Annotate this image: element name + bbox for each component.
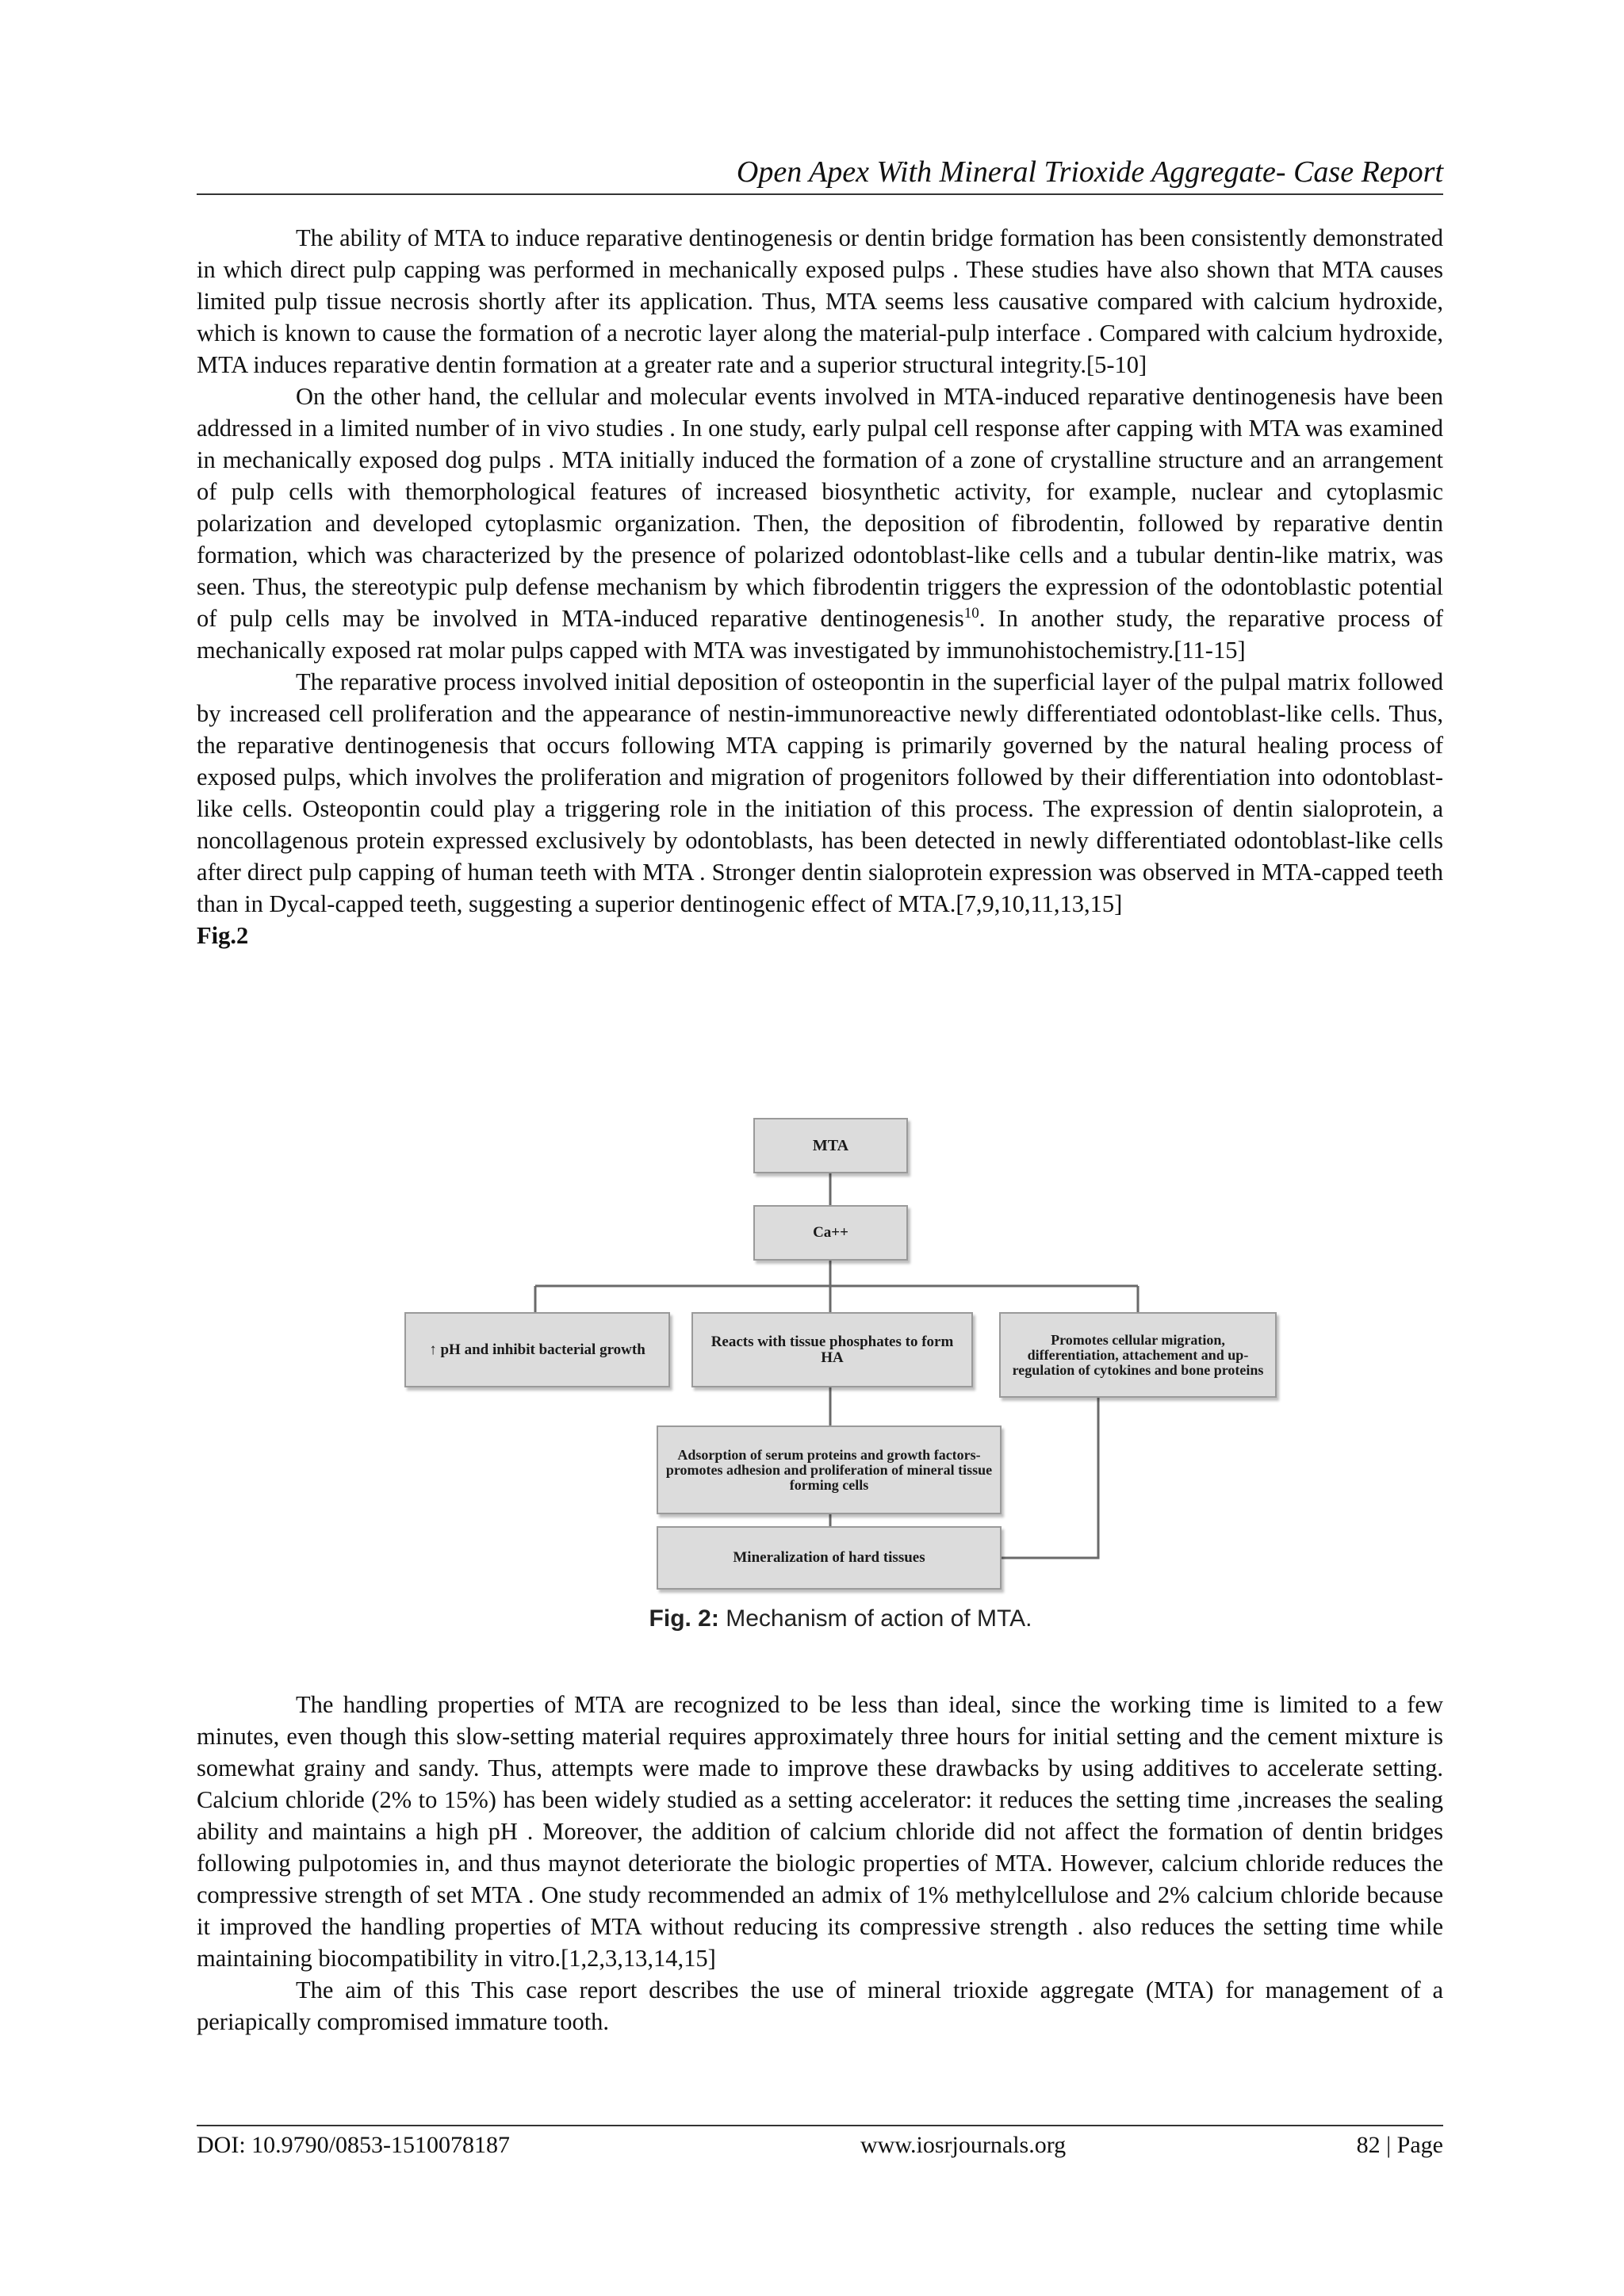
paragraph-3: The reparative process involved initial deposition of osteopontin in the superficial layer of the pulpal matrix followed by increased cell proliferation and the appearance of nestin-immunoreactive newly differentiated odontoblast-like cells. Thus, the reparative dentinogenesis that occurs following MTA capping is primarily governed by the natural healing process of exposed pulps, which involves the proliferation and migration of progenitors followed by their differentiation into odontoblast-like cells. Osteopontin could play a triggering role in the initiation of this process. The expression of dentin sialoprotein, a noncollagenous protein expressed exclusively by odontoblasts, has been detected in newly differentiated odontoblast-like cells after direct pulp capping of human teeth with MTA . Stronger dentin sialoprotein expression was observed in MTA-capped teeth than in Dycal-capped teeth, suggesting a superior dentinogenic effect of MTA.[7,9,10,11,13,15]: [197, 668, 1443, 917]
body-text-upper: [197, 222, 1443, 951]
box-mta: MTA: [753, 1118, 908, 1173]
footer-website: www.iosrjournals.org: [860, 2132, 1067, 2158]
figure-caption: [396, 1605, 1285, 1632]
running-title: Open Apex With Mineral Trioxide Aggregate- Case Report: [736, 155, 1443, 189]
caption-text: Mechanism of action of MTA.: [718, 1605, 1032, 1632]
citation-superscript: 10: [963, 604, 979, 622]
box-promotes-migration: Promotes cellular migration, differentiation, attachement and up-regulation of cytokines and bone proteins: [999, 1312, 1277, 1398]
caption-label: Fig. 2:: [649, 1605, 719, 1632]
header-rule: [197, 193, 1443, 195]
box-adsorption: Adsorption of serum proteins and growth factors-promotes adhesion and proliferation of mineral tissue forming cells: [657, 1425, 1002, 1514]
box-react-phosphates: Reacts with tissue phosphates to form HA: [691, 1312, 973, 1387]
box-ph-bacterial: ↑ pH and inhibit bacterial growth: [404, 1312, 670, 1387]
box-calcium-ion: Ca++: [753, 1205, 908, 1261]
paragraph-2: [197, 381, 1443, 666]
body-text-lower: [197, 1689, 1443, 2038]
figure-reference: Fig.2: [197, 922, 249, 949]
box-mineralization: Mineralization of hard tissues: [657, 1526, 1002, 1590]
paragraph-2-text-b: . In another study, the reparative process of mechanically exposed rat molar pulps capped with MTA was investigated by immunohistochemistry.[11-15]: [197, 605, 1443, 664]
footer-rule: [197, 2125, 1443, 2126]
paragraph-5: The aim of this This case report describes the use of mineral trioxide aggregate (MTA) for management of a periapically compromised immature tooth.: [197, 1976, 1443, 2035]
paragraph-2-text-a: On the other hand, the cellular and molecular events involved in MTA-induced reparative dentinogenesis have been addressed in a limited number of in vivo studies . In one study, early pulpal cell response after capping with MTA was examined in mechanically exposed dog pulps . MTA initially induced the formation of a zone of crystalline structure and an arrangement of pulp cells with themorphological features of increased biosynthetic activity, for example, nuclear and cytoplasmic polarization and developed cytoplasmic organization. Then, the deposition of fibrodentin, followed by reparative dentin formation, which was characterized by the presence of polarized odontoblast-like cells and a tubular dentin-like matrix, was seen. Thus, the stereotypic pulp defense mechanism by which fibrodentin triggers the expression of the odontoblastic potential of pulp cells may be involved in MTA-induced reparative dentinogenesis: [197, 383, 1443, 632]
footer-doi: DOI: 10.9790/0853-1510078187: [197, 2132, 510, 2158]
paragraph-1: The ability of MTA to induce reparative dentinogenesis or dentin bridge formation has been consistently demonstrated in which direct pulp capping was performed in mechanically exposed pulps . These studies have also shown that MTA causes limited pulp tissue necrosis shortly after its application. Thus, MTA seems less causative compared with calcium hydroxide, which is known to cause the formation of a necrotic layer along the material-pulp interface . Compared with calcium hydroxide, MTA induces reparative dentin formation at a greater rate and a superior structural integrity.[5-10]: [197, 224, 1443, 378]
paragraph-4: The handling properties of MTA are recognized to be less than ideal, since the working time is limited to a few minutes, even though this slow-setting material requires approximately three hours for initial setting and the cement mixture is somewhat grainy and sandy. Thus, attempts were made to improve these drawbacks by using additives to accelerate setting. Calcium chloride (2% to 15%) has been widely studied as a setting accelerator: it reduces the setting time ,increases the sealing ability and maintains a high pH . Moreover, the addition of calcium chloride did not affect the formation of dentin bridges following pulpotomies in, and thus maynot deteriorate the biologic properties of MTA. However, calcium chloride reduces the compressive strength of set MTA . One study recommended an admix of 1% methylcellulose and 2% calcium chloride because it improved the handling properties of MTA without reducing its compressive strength . also reduces the setting time while maintaining biocompatibility in vitro.[1,2,3,13,14,15]: [197, 1691, 1443, 1972]
figure-2-mechanism-diagram: [396, 1118, 1285, 1641]
footer-page-number: 82 | Page: [1356, 2132, 1443, 2158]
connector-promo-miner: [1002, 1398, 1098, 1558]
